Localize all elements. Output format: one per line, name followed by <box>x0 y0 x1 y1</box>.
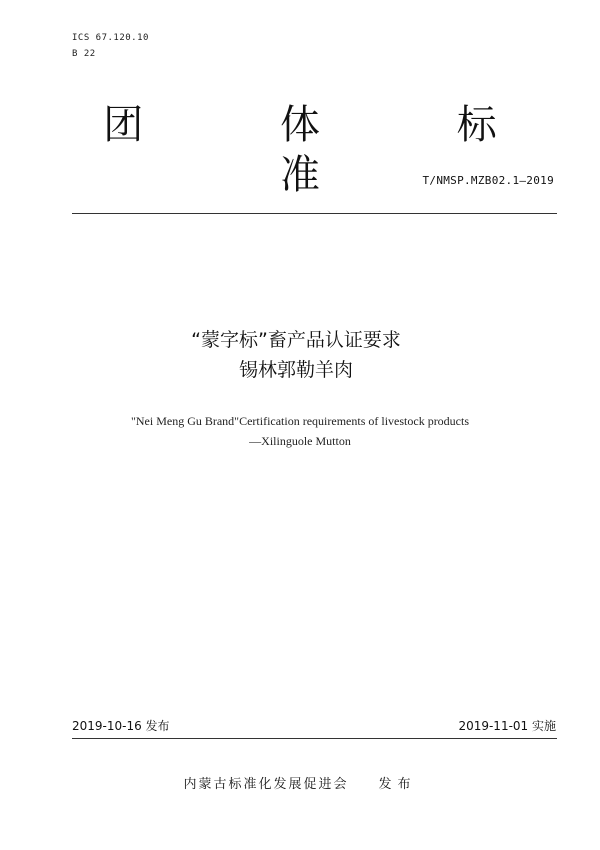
english-title-line1: "Nei Meng Gu Brand"Certification requirements of livestock products <box>130 414 470 428</box>
implementation-date: 2019-11-01 实施 <box>458 719 556 733</box>
chinese-title <box>0 325 600 385</box>
english-title-line2: —Xilinguole Mutton <box>249 434 351 448</box>
bottom-divider <box>72 738 557 739</box>
publish-label: 发布 <box>378 777 417 792</box>
ics-code: ICS 67.120.10 <box>72 33 149 43</box>
top-divider <box>72 213 557 214</box>
standard-type-heading: 团 体 标 准 <box>103 102 559 198</box>
chinese-title-line2: 锡林郭勒羊肉 <box>238 359 353 381</box>
ccs-code: B 22 <box>72 49 96 59</box>
classification-codes <box>72 30 149 62</box>
chinese-title-line1: “蒙字标”畜产品认证要求 <box>191 329 401 351</box>
publisher-organization: 内蒙古标准化发展促进会 <box>183 777 349 792</box>
issue-date: 2019-10-16 发布 <box>72 719 170 733</box>
standard-number: T/NMSP.MZB02.1—2019 <box>422 174 554 187</box>
publisher-line <box>0 773 600 792</box>
english-title <box>0 411 600 451</box>
